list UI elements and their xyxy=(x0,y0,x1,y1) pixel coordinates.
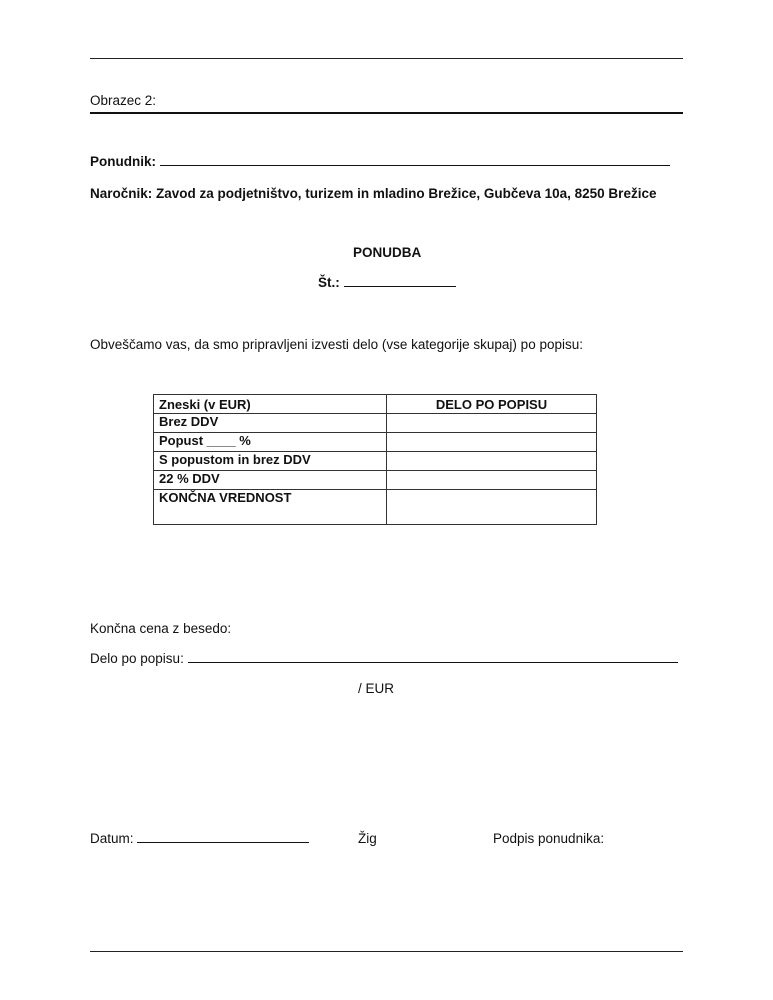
form-label-rule xyxy=(90,112,683,114)
row-value-cell[interactable] xyxy=(387,452,597,471)
row-value-cell[interactable] xyxy=(387,471,597,490)
row-label: Brez DDV xyxy=(154,414,387,433)
table-row xyxy=(154,490,597,525)
bidder-label: Ponudnik: xyxy=(90,154,156,169)
work-line xyxy=(90,651,678,666)
client-line xyxy=(90,186,656,201)
date-label: Datum: xyxy=(90,831,134,846)
table-header-row xyxy=(154,395,597,414)
offer-number-line xyxy=(318,275,456,290)
table-row xyxy=(154,471,597,490)
row-value-cell[interactable] xyxy=(387,490,597,525)
stamp-label: Žig xyxy=(358,831,377,846)
row-label: KONČNA VREDNOST xyxy=(154,490,387,525)
form-label: Obrazec 2: xyxy=(90,93,157,108)
table-row xyxy=(154,452,597,471)
currency-label: / EUR xyxy=(358,681,395,696)
date-line xyxy=(90,831,309,846)
top-rule xyxy=(90,58,683,59)
bidder-line xyxy=(90,154,670,169)
table-row xyxy=(154,433,597,452)
offer-number-blank-field[interactable] xyxy=(344,286,456,287)
intro-text: Obveščamo vas, da smo pripravljeni izvesti delo (vse kategorije skupaj) po popisu: xyxy=(90,337,583,352)
row-value-cell[interactable] xyxy=(387,414,597,433)
table-header-work: DELO PO POPISU xyxy=(387,395,597,414)
date-blank-field[interactable] xyxy=(137,842,309,843)
table-row xyxy=(154,414,597,433)
work-label: Delo po popisu: xyxy=(90,651,184,666)
row-label: 22 % DDV xyxy=(154,471,387,490)
amounts-table xyxy=(153,394,597,525)
work-blank-field[interactable] xyxy=(188,662,678,663)
client-label: Naročnik: xyxy=(90,186,153,201)
offer-number-label: Št.: xyxy=(318,275,340,290)
bottom-rule xyxy=(90,951,683,952)
row-label: Popust ____ % xyxy=(154,433,387,452)
client-value: Zavod za podjetništvo, turizem in mladino Brežice, Gubčeva 10a, 8250 Brežice xyxy=(156,186,657,201)
row-label: S popustom in brez DDV xyxy=(154,452,387,471)
signature-label: Podpis ponudnika: xyxy=(493,831,605,846)
table-header-amounts: Zneski (v EUR) xyxy=(154,395,387,414)
bidder-blank-field[interactable] xyxy=(160,165,670,166)
row-value-cell[interactable] xyxy=(387,433,597,452)
final-price-words-label: Končna cena z besedo: xyxy=(90,621,232,636)
offer-heading: PONUDBA xyxy=(353,245,422,260)
